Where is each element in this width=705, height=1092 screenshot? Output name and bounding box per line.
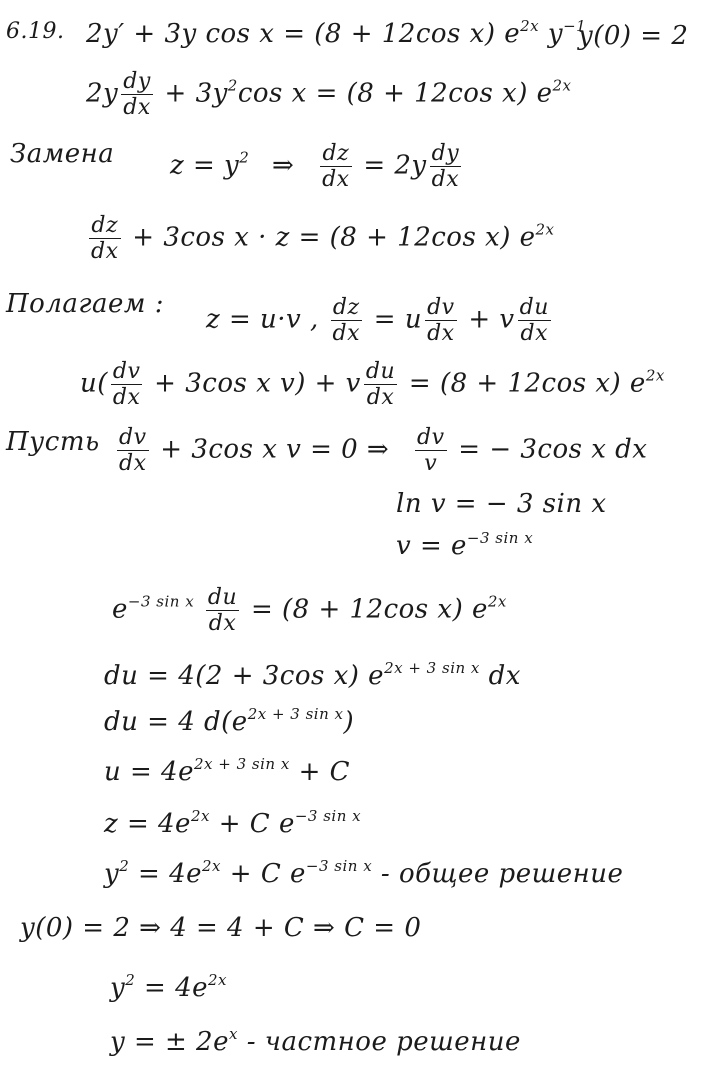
equation-row-9: $v = e^{-3 sin x}$ [396,529,534,561]
equation-row-14: $z = 4e^{2x} + C$ $e^{-3 sin x}$ [104,807,362,839]
problem-equation: 2y′ + 3y cos x = (8 + 12cos x) $e^{2x}$ $y^{-1}$ [86,17,587,49]
let-label: Пусть [6,427,100,457]
particular-solution-note: - частное решение [246,1027,521,1057]
general-solution-note: - общее решение [380,859,624,889]
equation-row-10: $e^{-3 sin x}$ $\frac{du}{dx}$ = (8 + 12cos x) $e^{2x}$ [112,585,507,637]
initial-condition: y(0) = 2 [578,21,689,51]
equation-row-8: ln v = − 3 sin x [396,489,607,519]
equation-row-15-general-solution: $y^2 = 4e^{2x} + C$ $e^{-3 sin x}$ - общее решение [104,857,624,889]
assume-expression: z = u·v , $\frac{dz}{dx}$ = u $\frac{dv}{dx}$ + v $\frac{du}{dx}$ [206,295,549,347]
equation-row-4: $\frac{dz}{dx}$ + 3cos x · z = (8 + 12cos x) $e^{2x}$ [91,213,555,265]
equation-row-12: du = 4 $d(e^{2x + 3 sin x})$ [104,705,355,737]
problem-number: 6.19. [6,19,65,44]
equation-row-7: $\frac{dv}{dx}$ + 3cos x v = 0 ⇒ $\frac{dv}{v}$ = − 3cos x dx [119,425,648,477]
equation-row-11: du = 4(2 + 3cos x) $e^{2x + 3 sin x}$ dx [104,659,521,691]
substitution-expression: $z = y^2$ ⇒ $\frac{dz}{dx}$ = 2y $\frac{dy}{dx}$ [170,141,460,193]
assume-label: Полагаем : [6,289,164,319]
substitution-label: Замена [10,139,115,169]
equation-row-2: 2y $\frac{dy}{dx}$ + $3y^2\cos$ x = (8 + 12cos x) $e^{2x}$ [86,69,572,121]
fraction-dy-dx: $\frac{dy}{dx}$ [123,69,151,121]
equation-row-16: y(0) = 2 ⇒ 4 = 4 + C ⇒ C = 0 [20,913,422,943]
equation-row-17: $y^2 = 4e^{2x}$ [110,971,228,1003]
equation-row-13: $u = 4e^{2x + 3 sin x} + C$ [104,755,351,787]
equation-row-6: u( $\frac{dv}{dx}$ + 3cos x v) + v $\frac{du}{dx}$ = (8 + 12cos x) $e^{2x}$ [80,359,665,411]
equation-row-18-particular-solution: y = ± $2e^x$ - частное решение [110,1025,521,1057]
